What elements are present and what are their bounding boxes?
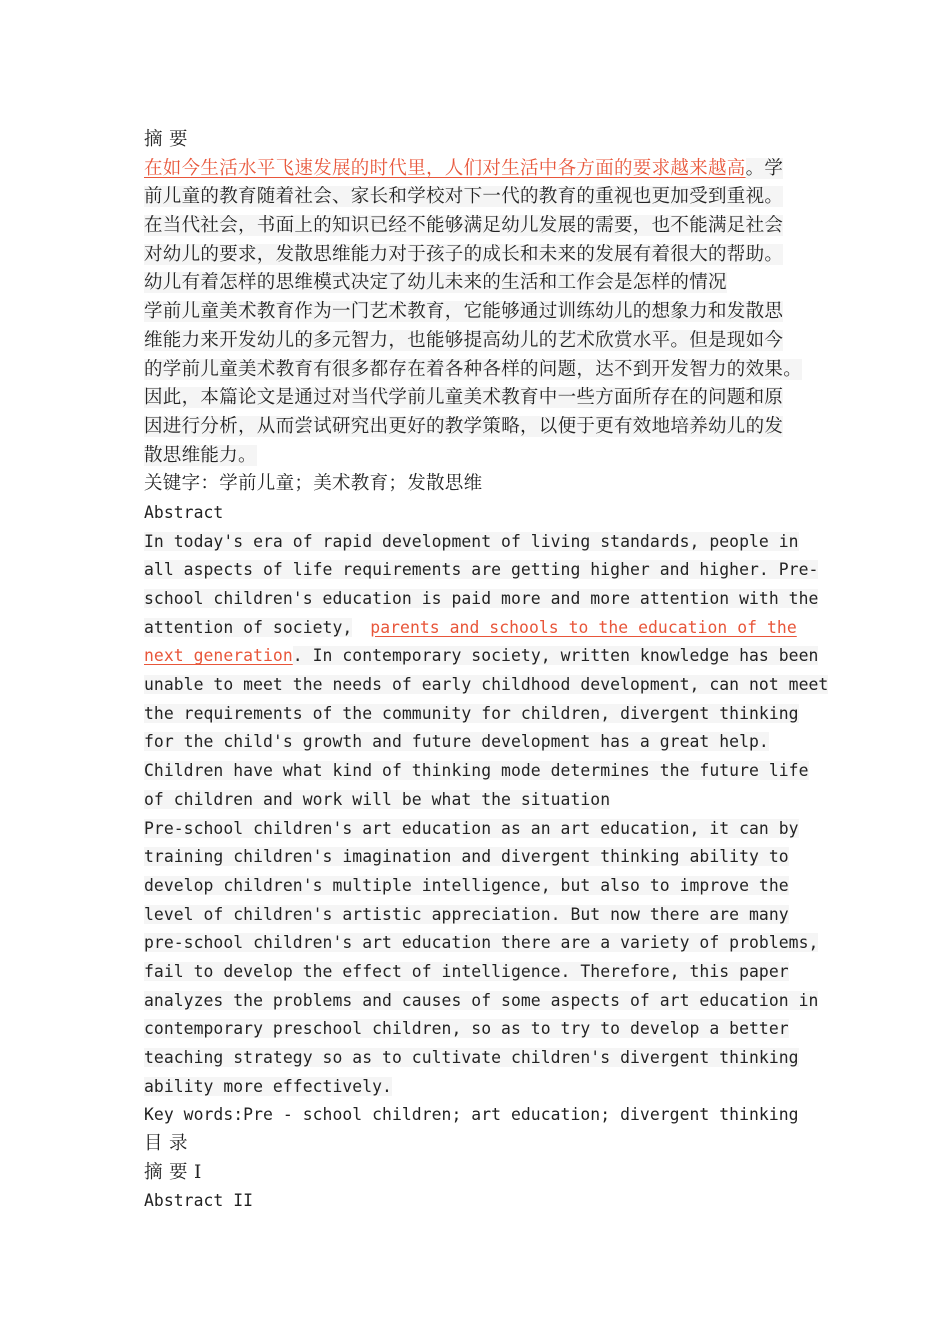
en-abstract-line: the requirements of the community for children, divergent thinking [144,703,799,723]
toc-item: Abstract II [144,1191,254,1211]
en-abstract-heading: Abstract [144,502,224,522]
toc-item: 摘 要 I [144,1161,202,1183]
cn-abstract-line: 的学前儿童美术教育有很多都存在着各种各样的问题，达不到开发智力的效果。 [144,358,803,380]
en-abstract-line: next generation. In contemporary society, written knowledge has been [144,646,819,666]
cn-abstract-line: 维能力来开发幼儿的多元智力，也能够提高幼儿的艺术欣赏水平。但是现如今 [144,329,784,351]
toc-heading: 目 录 [144,1133,188,1155]
cn-abstract-line: 对幼儿的要求，发散思维能力对于孩子的成长和未来的发展有着很大的帮助。 [144,243,784,265]
highlighted-text: next generation [144,646,293,666]
en-abstract-line: fail to develop the effect of intelligence. Therefore, this paper [144,961,789,981]
en-abstract-line: for the child's growth and future development has a great help. [144,732,769,752]
cn-keywords: 关键字：学前儿童；美术教育；发散思维 [144,473,483,495]
cn-abstract-line-1: 在如今生活水平飞速发展的时代里，人们对生活中各方面的要求越来越高。学 [144,157,784,179]
cn-abstract-line: 学前儿童美术教育作为一门艺术教育，它能够通过训练幼儿的想象力和发散思 [144,301,784,323]
cn-abstract-line: 在当代社会，书面上的知识已经不能够满足幼儿发展的需要，也不能满足社会 [144,215,784,237]
cn-abstract-line: 幼儿有着怎样的思维模式决定了幼儿未来的生活和工作会是怎样的情况 [144,272,727,294]
en-abstract-line: Pre-school children's art education as an art education, it can by [144,818,799,838]
en-abstract-line: pre-school children's art education there are a variety of problems, [144,933,819,953]
en-abstract-line: school children's education is paid more and more attention with the [144,589,819,608]
en-abstract-line: contemporary preschool children, so as to try to develop a better [144,1019,789,1039]
cn-abstract-line: 因此，本篇论文是通过对当代学前儿童美术教育中一些方面所存在的问题和原 [144,387,784,409]
en-abstract-line: attention of society, parents and schools to the education of the [144,617,797,637]
en-abstract-line: level of children's artistic appreciation. But now there are many [144,904,789,924]
en-abstract-line: ability more effectively. [144,1076,392,1096]
en-abstract-line: all aspects of life requirements are getting higher and higher. Pre- [144,560,819,580]
cn-abstract-line: 前儿童的教育随着社会、家长和学校对下一代的教育的重视也更加受到重视。 [144,186,784,208]
en-abstract-line: analyzes the problems and causes of some aspects of art education in [144,990,819,1010]
en-abstract-line: of children and work will be what the situation [144,789,611,809]
cn-abstract-line: 因进行分析，从而尝试研究出更好的教学策略，以便于更有效地培养幼儿的发 [144,415,784,437]
en-keywords: Key words:Pre - school children; art education; divergent thinking [144,1105,799,1125]
cn-abstract-heading: 摘 要 [144,129,188,150]
en-abstract-line: develop children's multiple intelligence, but also to improve the [144,875,789,895]
en-abstract-line: In today's era of rapid development of living standards, people in [144,531,799,551]
en-abstract-line: teaching strategy so as to cultivate children's divergent thinking [144,1048,799,1067]
en-abstract-line: training children's imagination and divergent thinking ability to [144,847,789,867]
cn-abstract-line: 散思维能力。 [144,444,257,466]
en-abstract-line: unable to meet the needs of early childhood development, can not meet [144,675,829,695]
highlighted-text: parents and schools to the education of the [370,617,797,637]
en-abstract-line: Children have what kind of thinking mode determines the future life [144,761,809,781]
highlighted-text: 在如今生活水平飞速发展的时代里，人们对生活中各方面的要求越来越高 [144,157,746,179]
document-body [144,126,829,1216]
